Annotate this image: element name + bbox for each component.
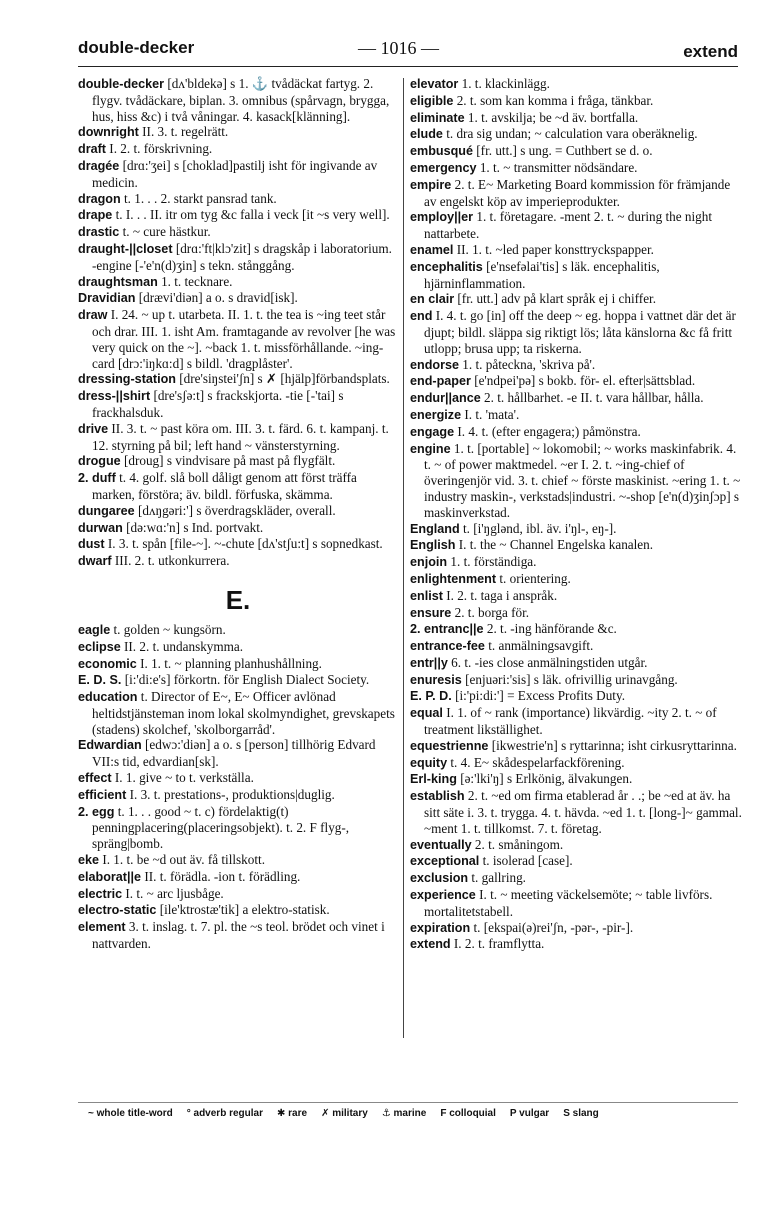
dictionary-entry xyxy=(78,158,398,191)
entry-headword: dungaree xyxy=(78,503,135,518)
entry-definition: I. 1. give ~ to t. verkställa. xyxy=(111,770,254,786)
entry-headword: E. D. S. xyxy=(78,673,122,688)
column-divider xyxy=(403,78,404,1038)
dictionary-entry xyxy=(410,853,742,870)
entry-headword: elaborat||e xyxy=(78,869,142,884)
entry-definition: t. gallring. xyxy=(468,870,526,886)
entry-definition: II. 1. t. ~led paper konsttryckspapper. xyxy=(453,241,654,257)
dictionary-entry xyxy=(78,869,398,886)
entry-headword: employ||er xyxy=(410,210,474,225)
dictionary-entry xyxy=(410,705,742,738)
entry-headword: draughtsman xyxy=(78,274,158,289)
entry-headword: economic xyxy=(78,656,137,671)
entry-definition: 1. t. avskilja; be ~d äv. bortfalla. xyxy=(464,109,639,125)
dictionary-entry xyxy=(78,371,398,388)
entry-headword: 2. egg xyxy=(78,804,115,819)
section-letter: E. xyxy=(225,584,251,615)
d-entries xyxy=(78,76,398,570)
entry-definition: [ile'ktrostæ'tik] a elektro-statisk. xyxy=(156,902,330,918)
entry-definition: t. golden ~ kungsörn. xyxy=(110,621,226,637)
entry-definition: [enjuəri:'sis] s läk. ofrivillig urinavgång. xyxy=(461,671,678,687)
dictionary-entry xyxy=(410,424,742,441)
entry-headword: exceptional xyxy=(410,854,480,869)
entry-definition: [e'ndpei'pə] s bokb. för- el. efter|sättsblad. xyxy=(470,373,696,389)
entry-definition: 2. t. som kan komma i fråga, tänkbar. xyxy=(453,92,654,108)
entry-definition: I. 3. t. prestations-, produktions|duglig. xyxy=(126,786,335,802)
dictionary-entry xyxy=(78,553,398,570)
dictionary-entry xyxy=(410,605,742,622)
entry-headword: elevator xyxy=(410,77,459,91)
entry-definition: 2. t. borga för. xyxy=(451,604,530,620)
dictionary-entry xyxy=(410,126,742,143)
entry-definition: II. t. förädla. -ion t. förädling. xyxy=(141,868,301,884)
entry-headword: eliminate xyxy=(410,110,465,125)
entry-definition: [dre'siŋstei'ʃn] s ✗ [hjälp]förbandsplats. xyxy=(175,371,390,387)
entry-definition: t. Director of E~, E~ Officer avlönad heltidstjänsteman inom lokal skolmyndighet, grevskapets (stadens) skolchef, 'skolborgarråd'. xyxy=(92,689,395,737)
entry-headword: 2. entranc||e xyxy=(410,622,484,637)
entry-definition: I. 2. t. framflytta. xyxy=(450,936,545,952)
entry-headword: enlightenment xyxy=(410,571,497,586)
dictionary-entry xyxy=(410,837,742,854)
entry-headword: eclipse xyxy=(78,639,121,654)
left-column xyxy=(78,76,398,952)
dictionary-entry xyxy=(78,622,398,639)
entry-headword: engage xyxy=(410,424,455,439)
page-number: — 1016 — xyxy=(358,38,439,58)
entry-headword: enamel xyxy=(410,242,454,257)
dictionary-entry xyxy=(410,160,742,177)
dictionary-entry xyxy=(410,887,742,920)
entry-headword: empire xyxy=(410,177,452,192)
entry-headword: entrance-fee xyxy=(410,639,485,654)
entry-definition: t. I. . . II. itr om tyg &c falla i veck [it ~s very well]. xyxy=(112,207,390,223)
legend-item: ⚓ marine xyxy=(381,1108,427,1119)
entry-headword: Dravidian xyxy=(78,291,136,306)
entry-headword: eventually xyxy=(410,837,472,852)
entry-headword: elude xyxy=(410,127,443,142)
entry-headword: effect xyxy=(78,771,112,786)
entry-headword: English xyxy=(410,538,456,553)
right-column xyxy=(410,76,742,953)
entry-definition: t. [ekspai(ə)rei'ʃn, -pər-, -pir-]. xyxy=(470,919,634,935)
dictionary-entry xyxy=(410,308,742,356)
header-rule xyxy=(78,66,738,67)
entry-definition: [drɑ:'ft|klɔ'zit] s dragskåp i laboratorium. -engine [-'e'n(d)ʒin] s tekn. stånggång. xyxy=(92,240,392,273)
entry-definition: 2. t. hållbarhet. -e II. t. vara hållbar, hålla. xyxy=(480,390,704,406)
entry-definition: 6. t. -ies close anmälningstiden utgår. xyxy=(447,654,648,670)
entry-definition: 3. t. inslag. t. 7. pl. the ~s teol. brödet och vinet i nattvarden. xyxy=(92,919,385,952)
entry-definition: I. 1. t. be ~d out äv. få tillskott. xyxy=(99,852,265,868)
dictionary-entry xyxy=(78,307,398,371)
entry-definition: I. t. 'mata'. xyxy=(461,406,520,422)
entry-definition: I. 4. t. (efter engagera;) påmönstra. xyxy=(454,423,641,439)
entry-definition: I. 2. t. förskrivning. xyxy=(106,141,213,157)
entry-definition: I. 1. of ~ rank (importance) likvärdig. ~ity 2. t. ~ of treatment likställighet. xyxy=(424,705,717,738)
entry-headword: end xyxy=(410,309,433,324)
entry-headword: drogue xyxy=(78,454,121,469)
legend-item: ° adverb regular xyxy=(186,1108,263,1119)
entry-definition: [dʌŋgəri:'] s överdragskläder, overall. xyxy=(134,502,336,518)
entry-definition: I. 2. t. taga i anspråk. xyxy=(442,587,558,603)
dictionary-entry xyxy=(410,788,742,836)
dictionary-entry xyxy=(78,470,398,503)
dictionary-entry xyxy=(78,421,398,454)
dictionary-entry xyxy=(78,672,398,689)
entry-headword: engine xyxy=(410,441,451,456)
entry-definition: [də:wɑ:'n] s Ind. portvakt. xyxy=(122,519,264,535)
dictionary-entry xyxy=(78,787,398,804)
entry-definition: [ə:'lki'ŋ] s Erlkönig, älvakungen. xyxy=(456,771,633,787)
dictionary-entry xyxy=(78,290,398,307)
entry-headword: dragon xyxy=(78,191,121,206)
legend-item: ✗ military xyxy=(321,1108,368,1119)
entry-definition: II. 3. t. regelrätt. xyxy=(138,124,229,140)
entry-headword: electro-static xyxy=(78,903,157,918)
dictionary-entry xyxy=(78,737,398,770)
dictionary-entry xyxy=(410,571,742,588)
dictionary-entry xyxy=(410,554,742,571)
dictionary-entry xyxy=(410,936,742,953)
e-entries xyxy=(78,622,398,952)
dictionary-entry xyxy=(78,919,398,952)
entry-definition: t. 1. . . good ~ t. c) fördelaktig(t) penningplacering(placeringsobjekt). t. 2. F flyg-, spräng|bomb. xyxy=(92,803,350,852)
entry-headword: eligible xyxy=(410,93,454,108)
entry-headword: dressing-station xyxy=(78,372,176,387)
dictionary-entry xyxy=(410,755,742,772)
entry-definition: t. isolerad [case]. xyxy=(479,853,573,869)
dictionary-entry xyxy=(78,852,398,869)
left-running-head: double-decker xyxy=(78,38,195,57)
entry-headword: emergency xyxy=(410,160,477,175)
dictionary-entry xyxy=(410,110,742,127)
entry-headword: dwarf xyxy=(78,554,112,569)
entry-definition: [i:'pi:di:'] = Excess Profits Duty. xyxy=(451,688,625,704)
entry-definition: [dre'sʃə:t] s frackskjorta. -tie [-'tai] s frackhalsduk. xyxy=(92,388,344,420)
dictionary-entry xyxy=(78,536,398,553)
entry-headword: exclusion xyxy=(410,871,469,886)
dictionary-entry xyxy=(78,689,398,737)
page-header xyxy=(78,38,738,62)
entry-headword: Edwardian xyxy=(78,738,142,753)
dictionary-entry xyxy=(78,274,398,291)
dictionary-entry xyxy=(410,441,742,521)
dictionary-entry xyxy=(78,503,398,520)
entry-definition: [fr. utt.] adv på klart språk ej i chiffer. xyxy=(454,291,657,307)
dictionary-entry xyxy=(410,93,742,110)
entry-definition: 1. t. företagare. -ment 2. t. ~ during the night nattarbete. xyxy=(424,209,712,242)
entry-headword: drive xyxy=(78,421,109,436)
e-entries-continued xyxy=(410,76,742,953)
dictionary-entry xyxy=(410,76,742,93)
entry-headword: dragée xyxy=(78,158,120,173)
entry-definition: I. 1. t. ~ planning planhushållning. xyxy=(136,655,322,671)
entry-headword: equestrienne xyxy=(410,738,489,753)
legend-item: S slang xyxy=(563,1108,599,1119)
entry-headword: 2. duff xyxy=(78,471,116,486)
entry-definition: [dʌ'bldekə] s 1. ⚓ tvådäckat fartyg. 2. flygv. tvådäckare, biplan. 3. omnibus (spårvagn, brygga, hus, hiss &c) i två våningar. 4. kasack[klänning]. xyxy=(92,76,390,124)
dictionary-entry xyxy=(410,521,742,538)
dictionary-entry xyxy=(410,259,742,292)
entry-definition: I. t. the ~ Channel Engelska kanalen. xyxy=(455,537,654,553)
entry-definition: 2. t. småningom. xyxy=(471,836,564,852)
entry-definition: t. [i'ŋglənd, ibl. äv. i'ŋl-, eŋ-]. xyxy=(459,520,617,536)
dictionary-entry xyxy=(78,124,398,141)
entry-definition: I. 4. t. go [in] off the deep ~ eg. hoppa i vattnet där det är djupt; bildl. släppa sig riktigt lös; låta känslorna &c få fritt utlopp; brusa upp; ta riskerna. xyxy=(424,308,736,356)
entry-definition: [edwɔ:'diən] a o. s [person] tillhörig Edvard VII:s tid, edvardian[sk]. xyxy=(92,737,376,770)
entry-definition: [i:'di:e's] förkortn. för English Dialect Society. xyxy=(121,672,370,688)
legend-item: P vulgar xyxy=(509,1108,550,1119)
entry-definition: 1. t. påteckna, 'skriva på'. xyxy=(459,356,596,372)
dictionary-entry xyxy=(410,672,742,689)
dictionary-entry xyxy=(410,177,742,210)
dictionary-entry xyxy=(78,453,398,470)
entry-headword: England xyxy=(410,521,460,536)
dictionary-entry xyxy=(410,537,742,554)
entry-definition: 1. t. ~ transmitter nödsändare. xyxy=(476,159,638,175)
entry-headword: efficient xyxy=(78,787,127,802)
dictionary-entry xyxy=(410,920,742,937)
dictionary-entry xyxy=(410,209,742,242)
entry-definition: 1. t. tecknare. xyxy=(157,273,233,289)
dictionary-entry xyxy=(78,141,398,158)
entry-headword: equity xyxy=(410,755,448,770)
dictionary-entry xyxy=(78,520,398,537)
symbol-legend xyxy=(88,1108,738,1119)
dictionary-entry xyxy=(78,224,398,241)
entry-headword: draft xyxy=(78,142,106,157)
entry-headword: E. P. D. xyxy=(410,689,452,704)
entry-headword: dress-||shirt xyxy=(78,389,151,404)
dictionary-entry xyxy=(78,886,398,903)
legend-item: ~ whole title-word xyxy=(88,1108,173,1119)
entry-definition: [droug] s vindvisare på mast på flygfält. xyxy=(120,453,336,469)
entry-definition: III. 2. t. utkonkurrera. xyxy=(111,553,230,569)
entry-definition: II. 2. t. undanskymma. xyxy=(120,638,244,654)
dictionary-entry xyxy=(410,621,742,638)
entry-headword: embusqué xyxy=(410,144,473,159)
entry-definition: I. 3. t. spån [file-~]. ~-chute [dʌ'stʃu:t] s sopnedkast. xyxy=(104,536,383,552)
dictionary-entry xyxy=(410,291,742,308)
entry-headword: enlist xyxy=(410,588,443,603)
footer-rule xyxy=(78,1102,738,1103)
entry-definition: [fr. utt.] s ung. = Cuthbert se d. o. xyxy=(472,143,653,159)
dictionary-entry xyxy=(410,870,742,887)
entry-headword: downright xyxy=(78,125,139,140)
entry-headword: endur||ance xyxy=(410,391,481,406)
dictionary-entry xyxy=(78,388,398,421)
entry-definition: [drævi'diən] a o. s dravid[isk]. xyxy=(135,290,298,306)
entry-definition: 1. t. förständiga. xyxy=(447,554,537,570)
dictionary-entry xyxy=(410,655,742,672)
entry-definition: t. ~ cure hästkur. xyxy=(119,224,211,240)
dictionary-entry xyxy=(410,738,742,755)
dictionary-entry xyxy=(410,390,742,407)
entry-definition: I. t. ~ arc ljusbåge. xyxy=(122,885,224,901)
entry-definition: 1. t. [portable] ~ lokomobil; ~ works maskinfabrik. 4. t. ~ of power maktmedel. ~er I. 2. t. ~ing-chief of överingenjör vid. 3. t. chief ~ förste maskinist. ~ering 1. t. ~ industry maskin-, verkstads|industri. ~-shop [e'n(d)ʒinʃɔp] s maskinverkstad. xyxy=(424,440,741,520)
entry-definition: 2. t. ~ed om firma etablerad år . .; be ~ed at äv. ha sitt säte i. 3. t. trygga. 4. t. hävda. ~ed 1. t. [long-]~ gammal. ~ment 1. t. tillkomst. 7. t. företag. xyxy=(424,788,742,836)
entry-headword: electric xyxy=(78,886,123,901)
entry-definition: [drɑ:'ʒei] s [choklad]pastilj isht för ingivande av medicin. xyxy=(92,157,378,190)
legend-item: ✱ rare xyxy=(276,1108,308,1119)
dictionary-entry xyxy=(410,357,742,374)
dictionary-entry xyxy=(410,688,742,705)
entry-definition: II. 3. t. ~ past köra om. III. 3. t. färd. 6. t. kampanj. t. 12. styrning på bil; left hand ~ vänsterstyrning. xyxy=(92,420,389,453)
entry-definition: t. 4. golf. slå boll dåligt genom att först träffa marken, förstöra; äv. bildl. förfuska, skämma. xyxy=(92,470,357,502)
entry-headword: expiration xyxy=(410,920,471,935)
dictionary-entry xyxy=(78,656,398,673)
dictionary-entry xyxy=(78,804,398,852)
dictionary-entry xyxy=(78,241,398,274)
entry-headword: double-decker xyxy=(78,77,165,91)
dictionary-entry xyxy=(78,639,398,656)
entry-headword: end-paper xyxy=(410,374,471,389)
entry-definition: 2. t. -ing hänförande &c. xyxy=(483,621,617,637)
entry-headword: energize xyxy=(410,407,462,422)
entry-definition: I. t. ~ meeting väckelsemöte; ~ table livförs. mortalitetstabell. xyxy=(424,887,713,919)
right-running-head: extend xyxy=(683,42,738,61)
entry-headword: drape xyxy=(78,208,113,223)
entry-headword: eke xyxy=(78,853,100,868)
entry-definition: 2. t. E~ Marketing Board kommission för främjande av engelskt köp av imperieprodukter. xyxy=(424,176,731,209)
dictionary-entry xyxy=(78,770,398,787)
entry-definition: t. 4. E~ skådespelarfackförening. xyxy=(447,754,625,770)
dictionary-entry xyxy=(410,771,742,788)
entry-definition: t. orientering. xyxy=(496,570,571,586)
entry-headword: extend xyxy=(410,937,451,952)
entry-headword: entr||y xyxy=(410,655,448,670)
entry-headword: endorse xyxy=(410,357,459,372)
entry-headword: draw xyxy=(78,308,108,323)
dictionary-entry xyxy=(78,207,398,224)
dictionary-entry xyxy=(410,242,742,259)
dictionary-entry xyxy=(410,588,742,605)
entry-headword: en clair xyxy=(410,292,455,307)
entry-headword: eagle xyxy=(78,622,111,637)
dictionary-entry xyxy=(78,76,398,124)
entry-headword: ensure xyxy=(410,605,452,620)
entry-headword: education xyxy=(78,690,138,705)
entry-headword: establish xyxy=(410,789,465,804)
entry-headword: equal xyxy=(410,706,443,721)
dictionary-entry xyxy=(410,638,742,655)
entry-headword: durwan xyxy=(78,520,123,535)
entry-headword: enuresis xyxy=(410,672,462,687)
entry-definition: [e'nsefəlai'tis] s läk. encephalitis, hjärninflammation. xyxy=(424,258,660,291)
entry-headword: drastic xyxy=(78,225,120,240)
entry-definition: t. anmälningsavgift. xyxy=(484,638,594,654)
dictionary-entry xyxy=(78,191,398,208)
entry-headword: dust xyxy=(78,537,105,552)
entry-definition: I. 24. ~ up t. utarbeta. II. 1. t. the tea is ~ing teet står och drar. III. 1. isht Am. framtagande av revolver [he was very quick on the ~]. ~back 1. t. missförhållande. ~ing-card [drɔ:'iŋkɑ:d] s bildl. 'dragplåster'. xyxy=(92,307,396,371)
entry-headword: experience xyxy=(410,888,476,903)
entry-definition: t. 1. . . 2. starkt pansrad tank. xyxy=(120,190,277,206)
entry-definition: 1. t. klackinlägg. xyxy=(458,76,550,91)
entry-headword: Erl-king xyxy=(410,772,457,787)
entry-definition: [ikwestrie'n] s ryttarinna; isht cirkusryttarinna. xyxy=(488,737,737,753)
entry-headword: draught-||closet xyxy=(78,241,173,256)
dictionary-entry xyxy=(410,143,742,160)
legend-item: F colloquial xyxy=(440,1108,496,1119)
dictionary-entry xyxy=(78,902,398,919)
dictionary-entry xyxy=(410,373,742,390)
entry-definition: t. dra sig undan; ~ calculation vara oberäknelig. xyxy=(442,126,698,142)
entry-headword: element xyxy=(78,920,126,935)
entry-headword: encephalitis xyxy=(410,259,483,274)
entry-headword: enjoin xyxy=(410,555,448,570)
dictionary-entry xyxy=(410,407,742,424)
